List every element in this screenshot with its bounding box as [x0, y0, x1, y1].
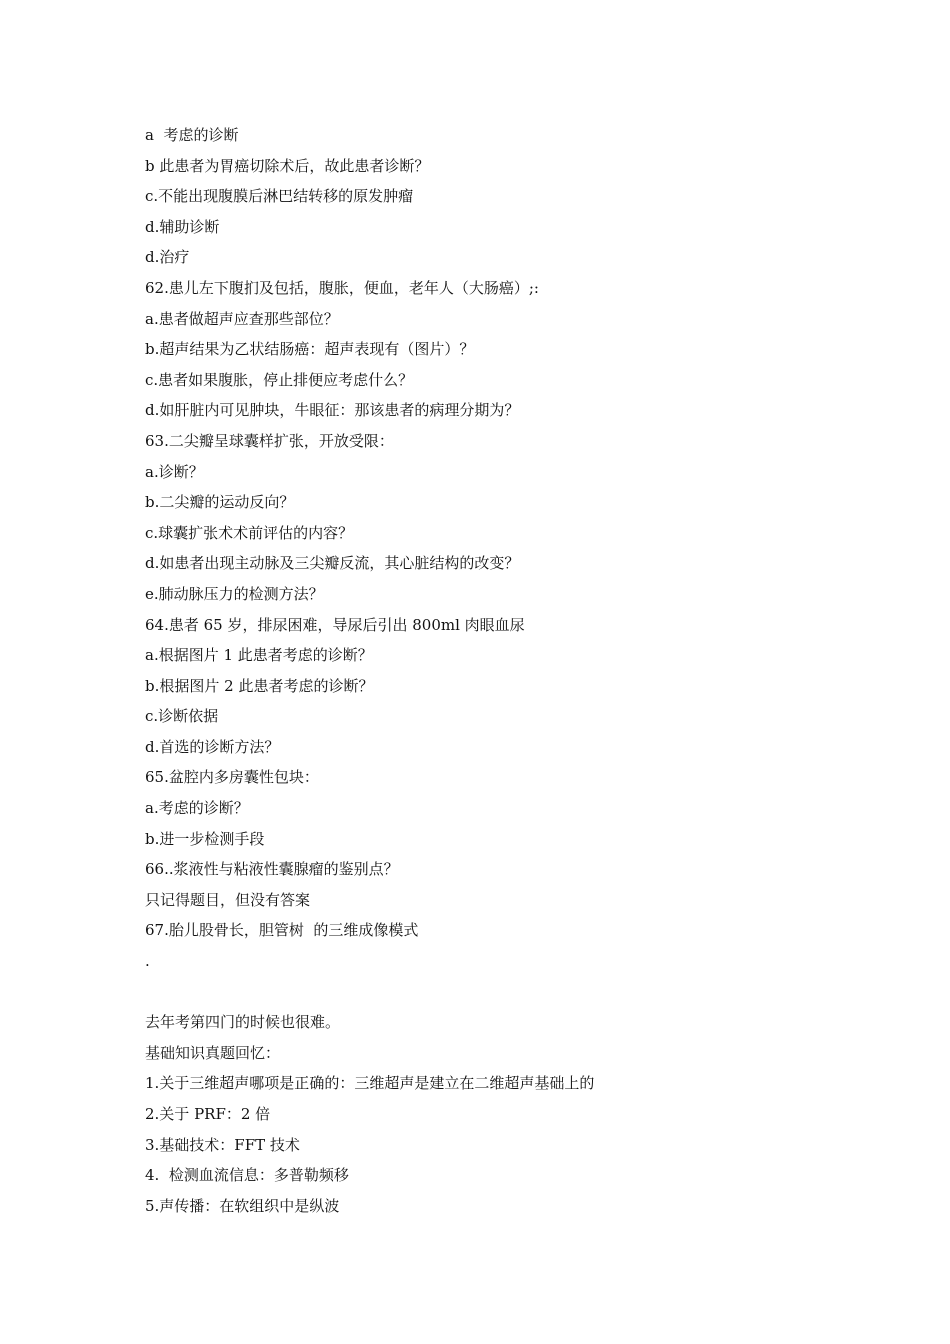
text-line: c.患者如果腹胀，停止排便应考虑什么？: [145, 370, 414, 389]
text-line: d.治疗: [145, 248, 190, 267]
text-line: a.患者做超声应查那些部位？: [145, 309, 339, 328]
text-line: d.如患者出现主动脉及三尖瓣反流，其心脏结构的改变？: [145, 554, 520, 573]
text-line: a 考虑的诊断: [145, 126, 239, 144]
text-line: 去年考第四门的时候也很难。: [145, 1013, 341, 1032]
text-line: 3.基础技术：FFT 技术: [145, 1135, 300, 1154]
text-line: 1.关于三维超声哪项是正确的：三维超声是建立在二维超声基础上的: [145, 1074, 595, 1093]
text-line: a.考虑的诊断？: [145, 799, 249, 818]
text-line: d.首选的诊断方法？: [145, 737, 280, 756]
text-line: b.根据图片 2 此患者考虑的诊断？: [145, 676, 374, 695]
text-line: b 此患者为胃癌切除术后，故此患者诊断？: [145, 156, 430, 175]
question-heading: 66..浆液性与粘液性囊腺瘤的鉴别点？: [145, 860, 399, 879]
section-heading: 基础知识真题回忆：: [145, 1043, 281, 1062]
text-line: .: [145, 952, 150, 971]
question-heading: 67.胎儿股骨长，胆管树 的三维成像模式: [145, 921, 419, 940]
document-body: [145, 120, 865, 1221]
text-line: a.诊断？: [145, 462, 204, 481]
text-line: c.球囊扩张术术前评估的内容？: [145, 523, 354, 542]
text-line: b.进一步检测手段: [145, 829, 265, 848]
question-heading: 62.患儿左下腹扪及包括，腹胀，便血，老年人（大肠癌）;:: [145, 278, 539, 297]
text-line: c.诊断依据: [145, 707, 219, 726]
question-heading: 64.患者 65 岁，排尿困难，导尿后引出 800ml 肉眼血尿: [145, 615, 525, 634]
text-line: 4. 检测血流信息：多普勒频移: [145, 1166, 349, 1185]
question-heading: 63.二尖瓣呈球囊样扩张，开放受限：: [145, 431, 394, 450]
text-line: b.二尖瓣的运动反向？: [145, 493, 295, 512]
text-line: 5.声传播：在软组织中是纵波: [145, 1196, 340, 1215]
blank-line: [145, 977, 865, 1008]
text-line: e.肺动脉压力的检测方法？: [145, 584, 324, 603]
text-line: 2.关于 PRF：2 倍: [145, 1105, 271, 1123]
text-line: d.如肝脏内可见肿块，牛眼征：那该患者的病理分期为？: [145, 401, 520, 420]
text-line: c.不能出现腹膜后淋巴结转移的原发肿瘤: [145, 187, 414, 206]
text-line: 只记得题目，但没有答案: [145, 890, 311, 909]
text-line: d.辅助诊断: [145, 217, 220, 236]
text-line: a.根据图片 1 此患者考虑的诊断？: [145, 646, 373, 665]
question-heading: 65.盆腔内多房囊性包块：: [145, 768, 319, 787]
text-line: b.超声结果为乙状结肠癌：超声表现有（图片）？: [145, 340, 475, 359]
